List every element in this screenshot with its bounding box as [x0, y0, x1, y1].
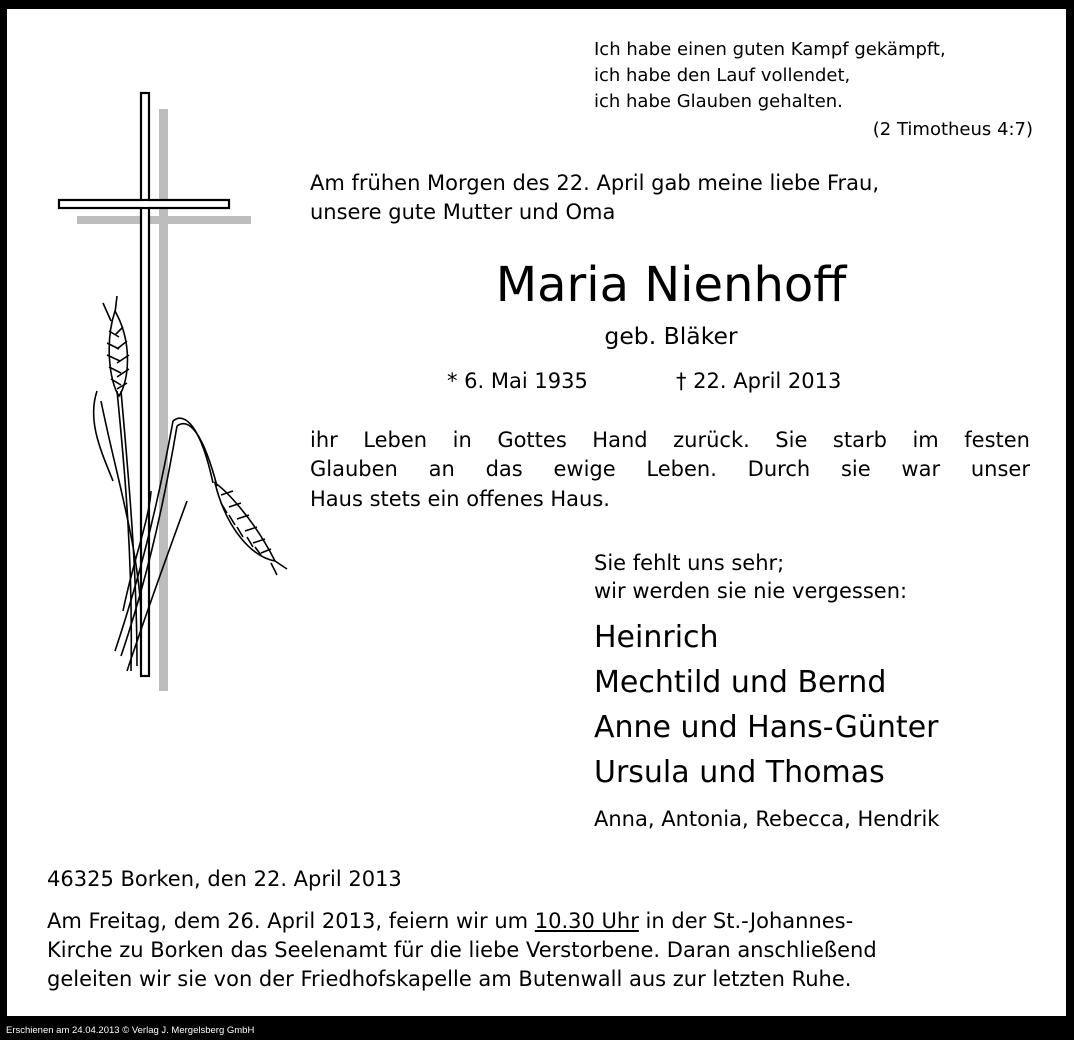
cross-icon — [59, 93, 251, 691]
publication-footer: Erschienen am 24.04.2013 © Verlag J. Mergelsberg GmbH — [6, 1025, 255, 1036]
family-member: Heinrich — [594, 620, 719, 655]
family-member: Mechtild und Bernd — [594, 665, 887, 700]
service-line: Kirche zu Borken das Seelenamt für die liebe Verstorbene. Daran anschließend — [47, 938, 877, 962]
body-line: Haus stets ein offenes Haus. — [310, 487, 610, 511]
verse-line: ich habe Glauben gehalten. — [594, 91, 843, 112]
service-text: Am Freitag, dem 26. April 2013, feiern wir um — [47, 909, 535, 933]
verse-reference: (2 Timotheus 4:7) — [872, 119, 1033, 140]
deceased-name: Maria Nienhoff — [495, 257, 847, 313]
family-member: Ursula und Thomas — [594, 755, 885, 790]
verse-line: Ich habe einen guten Kampf gekämpft, — [594, 39, 946, 60]
cross-wheat-icon — [57, 91, 297, 696]
death-date: † 22. April 2013 — [676, 369, 842, 393]
wheat-icon — [94, 296, 287, 671]
body-line: Glauben an das ewige Leben. Durch sie war unser — [310, 457, 1030, 481]
obituary-notice — [7, 9, 1066, 1016]
service-line: geleiten wir sie von der Friedhofskapelle am Butenwall aus zur letzten Ruhe. — [47, 967, 852, 991]
verse-line: ich habe den Lauf vollendet, — [594, 65, 851, 86]
maiden-name: geb. Bläker — [604, 322, 738, 350]
service-text: in der St.-Johannes- — [638, 909, 854, 933]
body-line: ihr Leben in Gottes Hand zurück. Sie starb im festen — [310, 428, 1030, 452]
intro-line: Am frühen Morgen des 22. April gab meine liebe Frau, — [310, 171, 879, 195]
closing-line: wir werden sie nie vergessen: — [594, 579, 908, 603]
birth-date: * 6. Mai 1935 — [447, 369, 588, 393]
closing-line: Sie fehlt uns sehr; — [594, 551, 785, 575]
family-member: Anne und Hans-Günter — [594, 710, 939, 745]
grandchildren: Anna, Antonia, Rebecca, Hendrik — [594, 807, 940, 831]
intro-line: unsere gute Mutter und Oma — [310, 200, 616, 224]
service-time: 10.30 Uhr — [534, 909, 639, 933]
place-date: 46325 Borken, den 22. April 2013 — [47, 867, 402, 891]
service-line — [47, 909, 1032, 934]
